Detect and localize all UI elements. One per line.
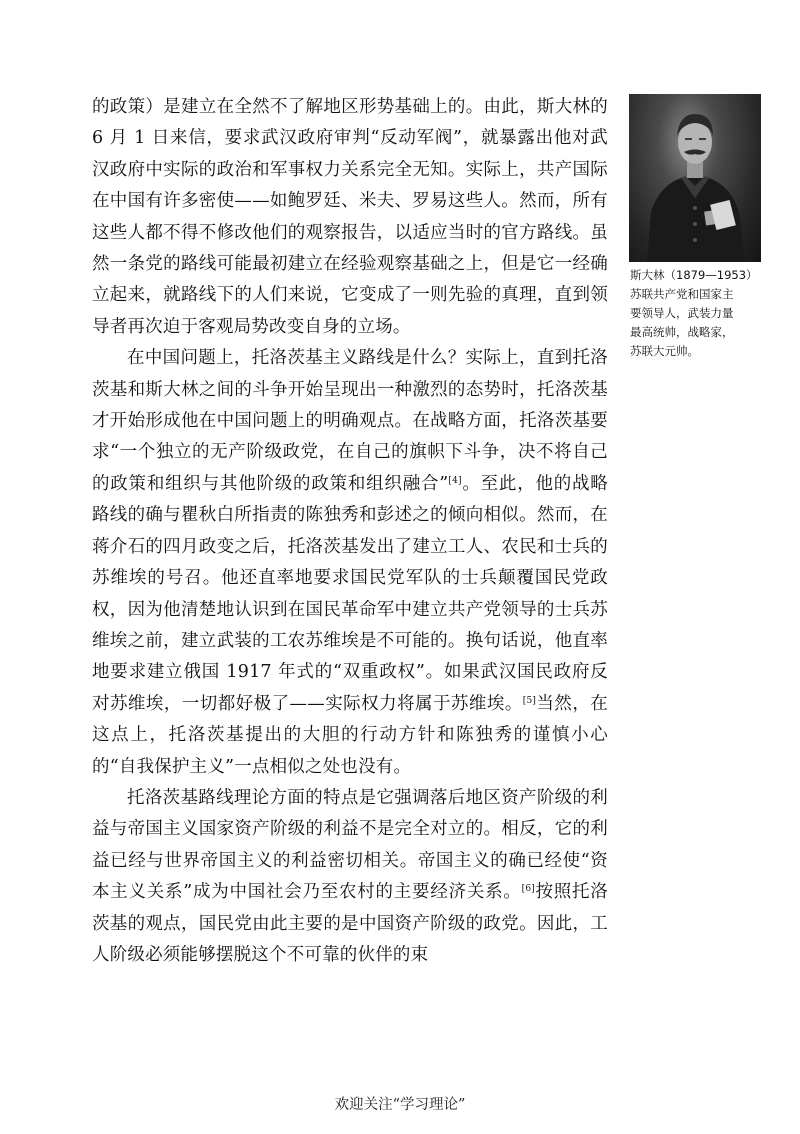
footnote-marker: [4] [448,475,462,486]
caption-line: 要领导人，武装力量 [630,306,734,320]
footnote-marker: [5] [522,695,537,706]
footnote-marker: [6] [521,884,535,895]
page-footer: 欢迎关注“学习理论” [334,1097,466,1113]
text-run: 在中国问题上，托洛茨基主义路线是什么？实际上，直到托洛茨基和斯大林之间的斗争开始呈现出一种激烈的态势时，托洛茨基才开始形成他在中国问题上的明确观点。在战略方面，托洛茨基要求“一个独立的无产阶级政党，在自己的旗帜下斗争，决不将自己的政策和组织与其他阶级的政策和组织融合” [92,348,608,494]
paragraph-2 [92,343,608,783]
text-run: 托洛茨基路线理论方面的特点是它强调落后地区资产阶级的利益与帝国主义国家资产阶级的利益不是完全对立的。相反，它的利益已经与世界帝国主义的利益密切相关。帝国主义的确已经使“资本主义关系”成为中国社会乃至农村的主要经济关系。 [92,787,608,903]
text-run: 的政策）是建立在全然不了解地区形势基础上的。由此，斯大林的 6 月 1 日来信，要求武汉政府审判“反动军阀”，就暴露出他对武汉政府中实际的政治和军事权力关系完全无知。实际上，共产国际在中国有许多密使——如鲍罗廷、米夫、罗易这些人。然而，所有这些人都不得不修改他们的观察报告，以适应当时的官方路线。虽然一条党的路线可能最初建立在经验观察基础之上，但是它一经确立起来，就路线下的人们来说，它变成了一则先验的真理，直到领导者再次迫于客观局势改变自身的立场。 [92,97,608,337]
paragraph-1 [92,92,608,343]
caption-line: 苏联大元帅。 [630,344,699,358]
stalin-portrait-photo [629,94,761,262]
body-text [92,92,608,971]
text-run: 。至此，他的战略路线的确与瞿秋白所指责的陈独秀和彭述之的倾向相似。然而，在蒋介石的四月政变之后，托洛茨基发出了建立工人、农民和士兵的苏维埃的号召。他还直率地要求国民党军队的士兵颠覆国民党政权，因为他清楚地认识到在国民革命军中建立共产党领导的士兵苏维埃之前，建立武装的工农苏维埃是不可能的。换句话说，他直率地要求建立俄国 1917 年式的“双重政权”。如果武汉国民政府反对苏维埃，一切都好极了——实际权力将属于苏维埃。 [92,473,608,714]
text-run: 当然，在这点上，托洛茨基提出的大胆的行动方针和陈独秀的谨慎小心的“自我保护主义”一点相似之处也没有。 [92,693,608,777]
paragraph-3 [92,783,608,971]
caption-line: 最高统帅，战略家， [630,325,734,339]
caption-line: 苏联共产党和国家主 [630,287,734,301]
photo-caption [630,266,775,361]
text-run: 按照托洛茨基的观点，国民党由此主要的是中国资产阶级的政党。因此，工人阶级必须能够摆脱这个不可靠的伙伴的束 [92,882,608,965]
caption-line: 斯大林（1879—1953） [630,268,758,282]
